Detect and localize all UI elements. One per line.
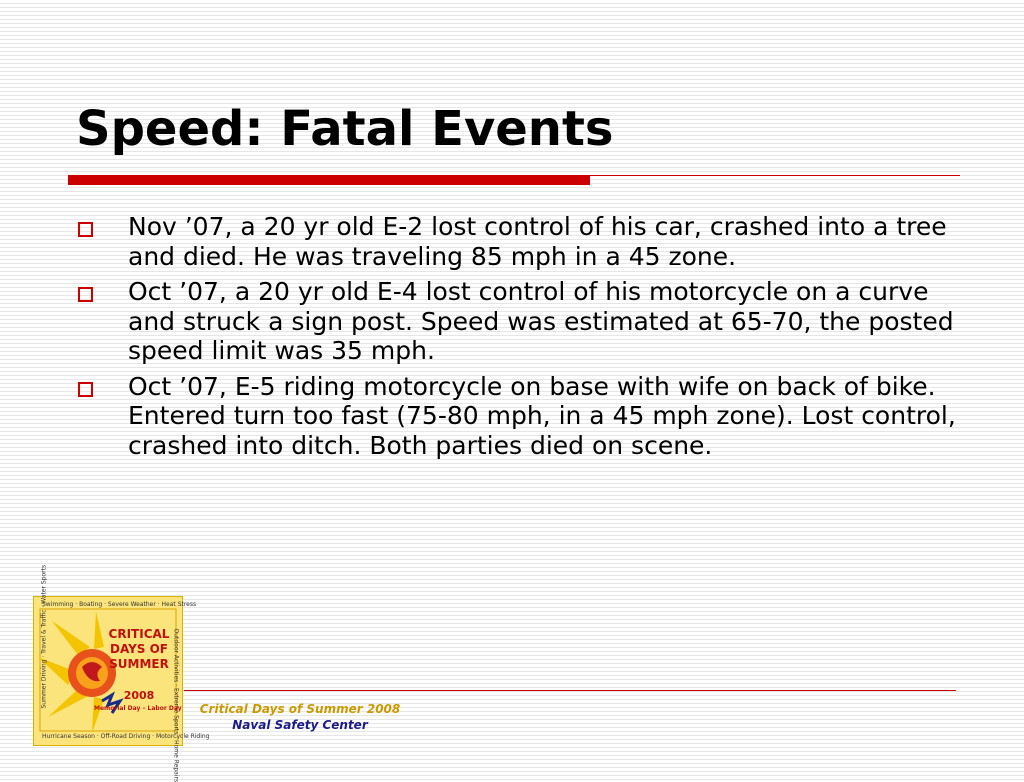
bullet-text: Oct ’07, a 20 yr old E-4 lost control of his motorcycle on a curve and struck a sign post. Speed was estimated at 65-70, the posted speed limit was 35 mph. <box>128 277 954 365</box>
bullet-item <box>76 212 966 271</box>
square-bullet-icon <box>78 382 93 397</box>
logo-year: 2008 <box>123 689 155 702</box>
critical-days-of-summer-logo <box>33 564 210 782</box>
footer-rule <box>184 690 956 691</box>
bullet-text: Oct ’07, E-5 riding motorcycle on base with wife on back of bike. Entered turn too fast (75-80 mph, in a 45 mph zone). Lost control, crashed into ditch. Both parties died on scene. <box>128 371 956 460</box>
bullet-list <box>76 212 966 466</box>
footer-campaign: Critical Days of Summer 2008 <box>199 702 401 716</box>
footer-organization: Naval Safety Center <box>232 718 368 732</box>
logo-heading-line: SUMMER <box>109 657 169 671</box>
slide-title: Speed: Fatal Events <box>76 101 614 157</box>
logo-bottom-border-text: Hurricane Season · Off-Road Driving · Motorcycle Riding <box>42 733 210 740</box>
logo-top-border-text: Swimming · Boating · Severe Weather · Heat Stress <box>42 601 197 608</box>
square-bullet-icon <box>78 287 93 302</box>
logo-dates: Memorial Day – Labor Day <box>94 705 182 712</box>
logo-left-border-text: Summer Driving · Travel & Traffic · Water Sports <box>40 564 48 709</box>
square-bullet-icon <box>78 222 93 237</box>
logo-heading-line: CRITICAL <box>108 627 170 641</box>
logo-heading <box>106 627 172 672</box>
bullet-item <box>76 277 966 366</box>
title-underline-thick <box>68 175 590 185</box>
logo-right-border-text: Outdoor Activities · Extreme Sports · Home Repairs <box>172 628 180 782</box>
title-underline-thin <box>590 175 960 176</box>
footer <box>186 701 414 733</box>
bullet-item <box>76 372 966 461</box>
bullet-text: Nov ’07, a 20 yr old E-2 lost control of his car, crashed into a tree and died. He was traveling 85 mph in a 45 zone. <box>128 212 947 271</box>
logo-heading-line: DAYS OF <box>109 642 168 656</box>
